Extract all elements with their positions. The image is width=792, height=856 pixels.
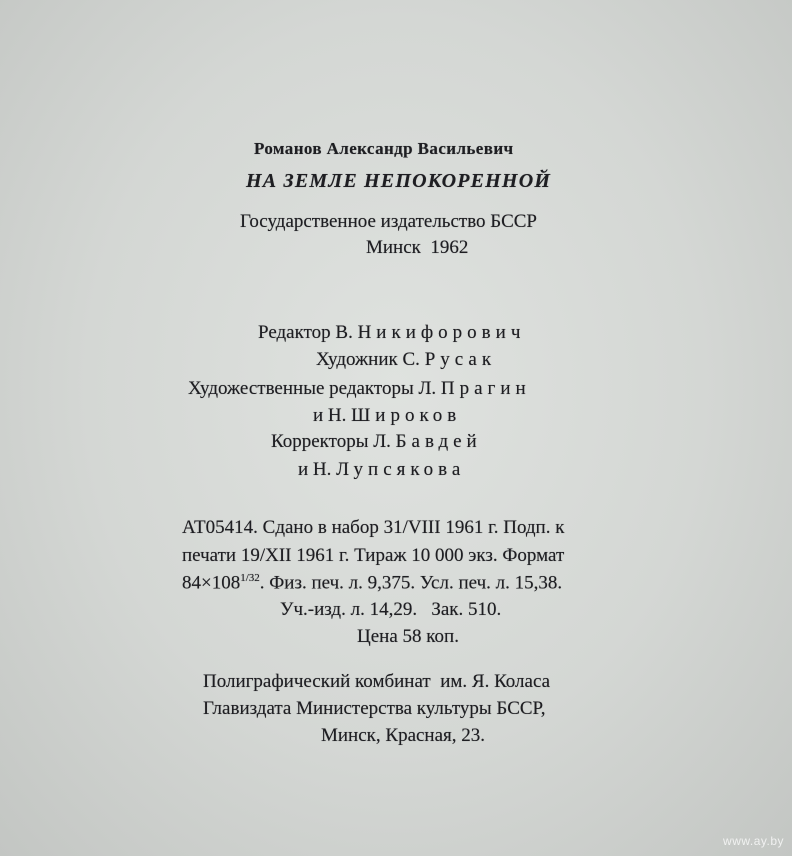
author-name: Романов Александр Васильевич (254, 139, 514, 158)
imprint-line-1: АТ05414. Сдано в набор 31/VIII 1961 г. Подп. к (182, 517, 565, 538)
printer-line-2: Главиздата Министерства культуры БССР, (203, 698, 546, 719)
credit-name: Лупсякова (336, 459, 466, 480)
printer-line-3: Минск, Красная, 23. (321, 725, 486, 746)
publisher: Государственное издательство БССР (240, 211, 537, 232)
credit-initial: В. (335, 322, 353, 343)
imprint-sheets: . Физ. печ. л. 9,375. Усл. печ. л. 15,38. (259, 572, 563, 594)
credit-name: Прагин (440, 378, 531, 399)
credit-role: Художник (316, 349, 398, 370)
printer-line-1: Полиграфический комбинат им. Я. Коласа (203, 671, 551, 692)
site-watermark: www.ay.by (723, 834, 784, 848)
imprint-format-fraction: 1/32 (240, 572, 260, 584)
price: Цена 58 коп. (357, 626, 459, 647)
credit-initial: и Н. (298, 459, 332, 480)
credit-role: Художественные редакторы (188, 378, 414, 399)
imprint-line-2: печати 19/XII 1961 г. Тираж 10 000 экз. Формат (182, 545, 565, 566)
credit-role: Корректоры (271, 431, 369, 452)
credit-name: Русак (424, 349, 497, 370)
credit-initial: и Н. (313, 405, 347, 426)
credit-name: Широков (351, 405, 462, 426)
credit-role: Редактор (258, 322, 331, 343)
imprint-line-3 (182, 573, 562, 592)
credit-artist (316, 350, 496, 369)
credit-art-editor-2 (313, 406, 461, 425)
imprint-format: 84×108 (182, 572, 241, 594)
city-year: Минск 1962 (366, 237, 469, 258)
credit-correctors (271, 432, 482, 451)
credit-art-editors (188, 379, 531, 398)
credit-name: Никифорович (357, 322, 526, 343)
credit-initial: С. (402, 349, 420, 370)
credit-corrector-2 (298, 460, 465, 479)
book-title: НА ЗЕМЛЕ НЕПОКОРЕННОЙ (246, 170, 552, 192)
credit-initial: Л. (418, 378, 437, 399)
imprint-line-4: Уч.-изд. л. 14,29. Зак. 510. (280, 599, 502, 620)
credit-initial: Л. (373, 431, 391, 452)
credit-editor (258, 323, 525, 342)
credit-name: Бавдей (395, 431, 482, 452)
